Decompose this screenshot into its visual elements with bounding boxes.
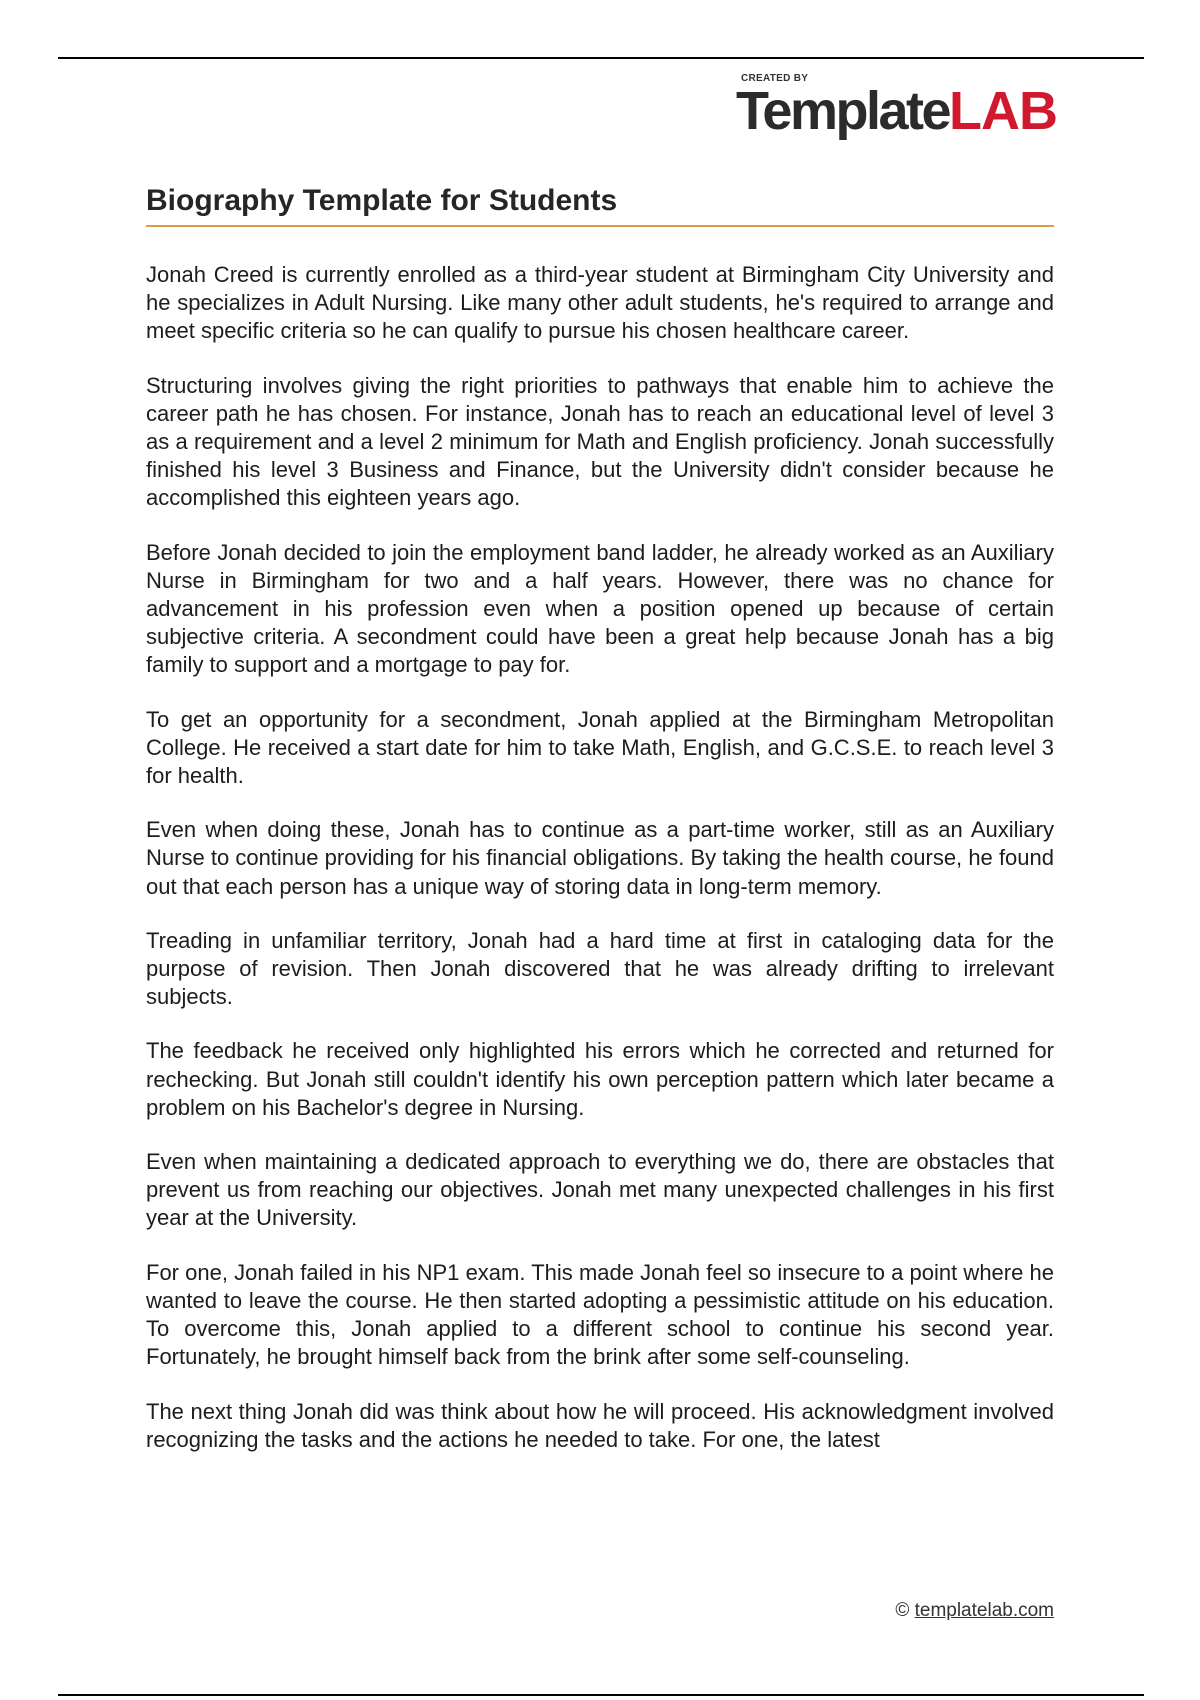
logo-brand-lab: LAB <box>949 81 1057 141</box>
document-body <box>146 261 1054 1480</box>
logo-brand-template: Template <box>735 81 950 141</box>
paragraph: The next thing Jonah did was think about how he will proceed. His acknowledgment involved recognizing the tasks and the actions he needed to take. For one, the latest <box>146 1398 1054 1452</box>
paragraph: Structuring involves giving the right priorities to pathways that enable him to achieve the career path he has chosen. For instance, Jonah has to reach an educational level of level 3 as a requirement and a level 2 minimum for Math and English proficiency. Jonah successfully finished his level 3 Business and Finance, but the University didn't consider because he accomplished this eighteen years ago. <box>146 372 1054 511</box>
footer-credit <box>895 1600 1054 1622</box>
bottom-rule <box>58 1694 1144 1696</box>
paragraph: To get an opportunity for a secondment, Jonah applied at the Birmingham Metropolitan College. He received a start date for him to take Math, English, and G.C.S.E. to reach level 3 for health. <box>146 706 1054 789</box>
templatelab-link[interactable]: templatelab.com <box>914 1600 1054 1621</box>
paragraph: For one, Jonah failed in his NP1 exam. This made Jonah feel so insecure to a point where he wanted to leave the course. He then started adopting a pessimistic attitude on his education. To overcome this, Jonah applied to a different school to continue his second year. Fortunately, he brought himself back from the brink after some self-counseling. <box>146 1259 1054 1370</box>
copyright-symbol: © <box>895 1600 910 1621</box>
logo-wordmark <box>735 81 1057 141</box>
paragraph: Treading in unfamiliar territory, Jonah had a hard time at first in cataloging data for the purpose of revision. Then Jonah discovered that he was already drifting to irrelevant subjects. <box>146 927 1054 1010</box>
paragraph: Even when maintaining a dedicated approach to everything we do, there are obstacles that prevent us from reaching our objectives. Jonah met many unexpected challenges in his first year at the University. <box>146 1149 1054 1231</box>
logo-created-by: CREATED BY <box>740 73 809 84</box>
paragraph: Before Jonah decided to join the employment band ladder, he already worked as an Auxiliary Nurse in Birmingham for two and a half years. However, there was no chance for advancement in his profession even when a position opened up because of certain subjective criteria. A secondment could have been a great help because Jonah has a big family to support and a mortgage to pay for. <box>146 539 1054 678</box>
paragraph: Jonah Creed is currently enrolled as a third-year student at Birmingham City University and he specializes in Adult Nursing. Like many other adult students, he's required to arrange and meet specific criteria so he can qualify to pursue his chosen healthcare career. <box>146 262 1054 344</box>
document-title: Biography Template for Students <box>146 180 1054 227</box>
paragraph: The feedback he received only highlighted his errors which he corrected and returned for rechecking. But Jonah still couldn't identify his own perception pattern which later became a problem on his Bachelor's degree in Nursing. <box>146 1038 1054 1120</box>
paragraph: Even when doing these, Jonah has to continue as a part-time worker, still as an Auxiliary Nurse to continue providing for his financial obligations. By taking the health course, he found out that each person has a unique way of storing data in long-term memory. <box>146 817 1054 899</box>
templatelab-logo <box>735 73 1057 141</box>
top-rule <box>58 57 1144 59</box>
